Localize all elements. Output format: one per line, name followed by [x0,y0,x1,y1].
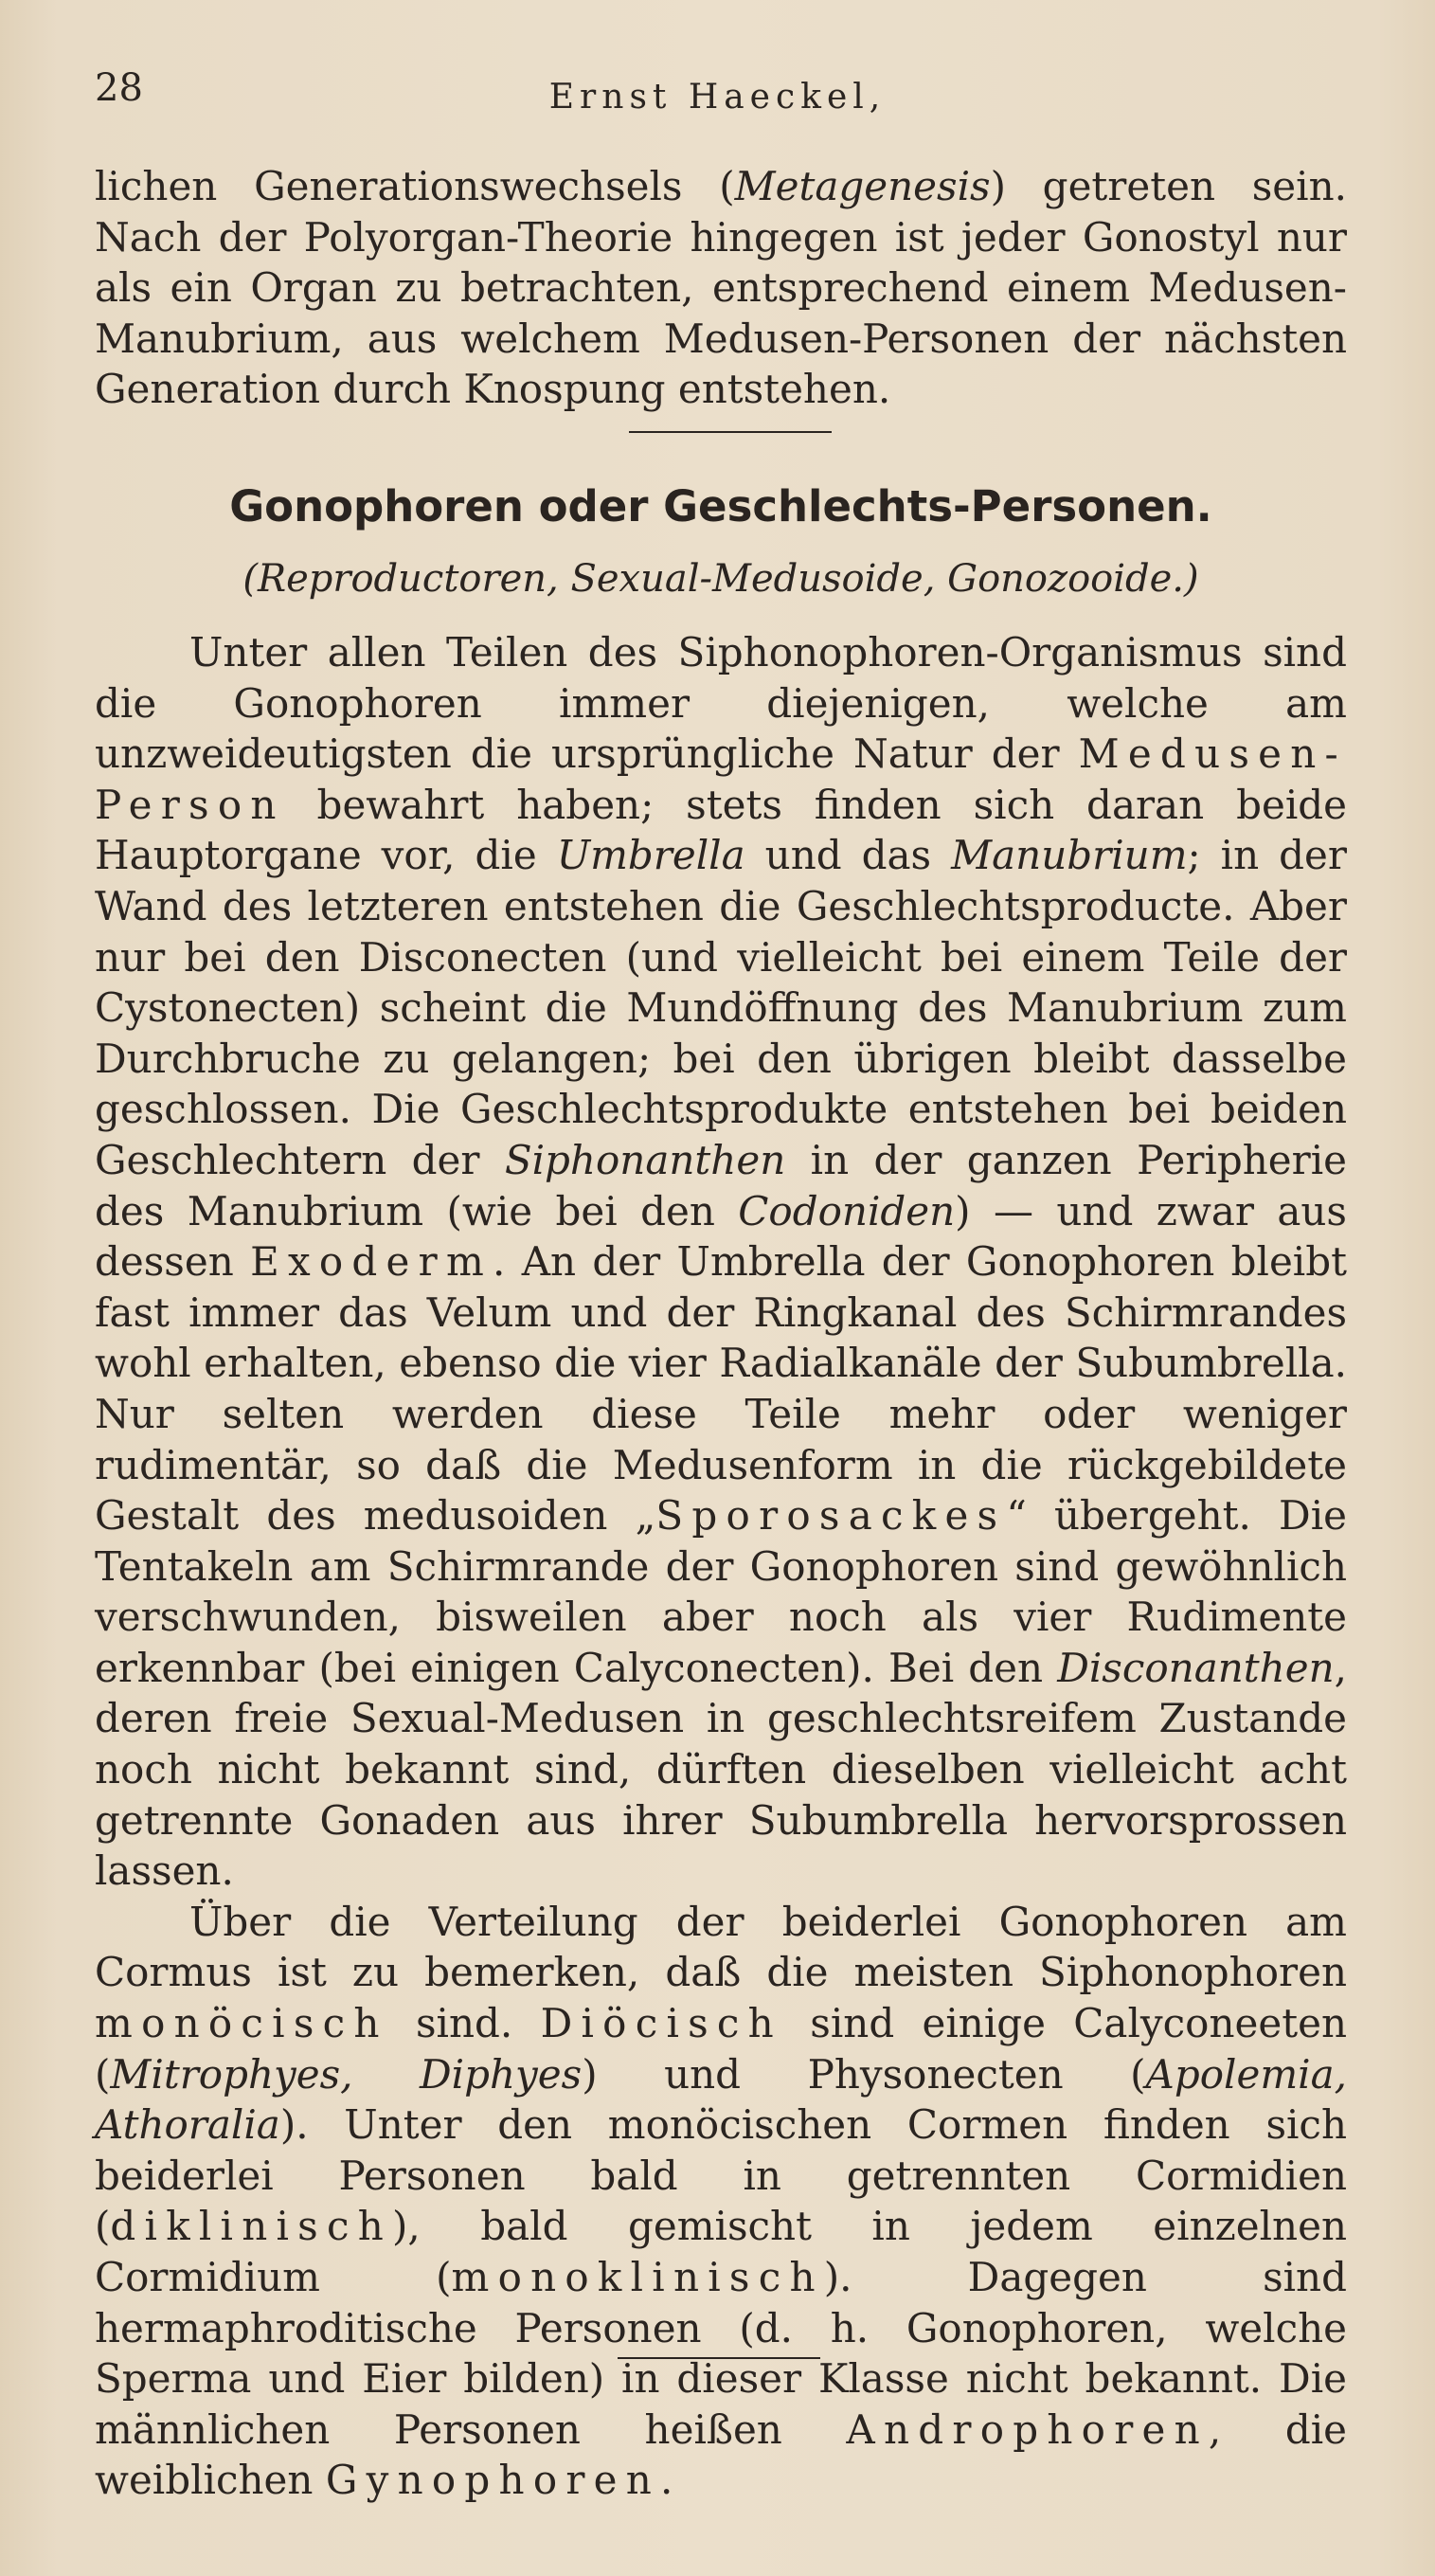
section-title: Gonophoren oder Geschlechts-Personen. [229,481,1212,531]
paragraph-gonophoren: Unter allen Teilen des Siphonophoren-Organismus sind die Gonophoren immer diejenigen, welche am unzweideutigsten die ursprüngliche Natur der Medusen-Person bewahrt haben; stets finden sich daran beide Hauptorgane vor, die Umbrella und das Manubrium; in der Wand des letzteren entstehen die Geschlechtsproducte. Aber nur bei den Disconecten (und vielleicht bei einem Teile der Cystonecten) scheint die Mundöffnung des Manubrium zum Durchbruche zu gelangen; bei den übrigen bleibt dasselbe geschlossen. Die Geschlechtsprodukte entstehen bei beiden Geschlechtern der Siphonanthen in der ganzen Peripherie des Manubrium (wie bei den Codoniden) — und zwar aus dessen Exoderm. An der Umbrella der Gonophoren bleibt fast immer das Velum und der Ringkanal des Schirmrandes wohl erhalten, ebenso die vier Radialkanäle der Subumbrella. Nur selten werden diese Teile mehr oder weniger rudimentär, so daß die Medusenform in die rückgebildete Gestalt des medusoiden „Sporosackes“ übergeht. Die Tentakeln am Schirmrande der Gonophoren sind gewöhnlich verschwunden, bisweilen aber noch als vier Rudimente erkennbar (bei einigen Calyconecten). Bei den Disconanthen, deren freie Sexual-Medusen in geschlechtsreifem Zustande noch nicht bekannt sind, dürften dieselben vielleicht acht getrennte Gonaden aus ihrer Subumbrella hervorsprossen lassen. [95,629,1347,1895]
page-number: 28 [95,66,143,110]
section-subtitle: (Reproductoren, Sexual-Medusoide, Gonozooide.) [242,557,1199,601]
running-head: Ernst Haeckel, [548,78,887,117]
section-divider-top [629,431,832,433]
section-body [95,627,1347,2506]
page-header [95,66,1340,123]
continuation-paragraph: lichen Generationswechsels (Metagenesis) getreten sein. Nach der Polyorgan-Theorie hingegen ist jeder Gonostyl nur als ein Organ zu betrachten, entsprechend einem Medusen-Manubrium, aus welchem Medusen-Personen der nächsten Generation durch Knospung entstehen. [95,163,1347,413]
section-divider-bottom [618,2357,820,2359]
paragraph-verteilung: Über die Verteilung der beiderlei Gonophoren am Cormus ist zu bemerken, daß die meisten Siphonophoren monöcisch sind. Diöcisch sind einige Calyconeeten (Mitrophyes, Diphyes) und Physonecten (Apolemia, Athoralia). Unter den monöcischen Cormen finden sich beiderlei Personen bald in getrennten Cormidien (diklinisch), bald gemischt in jedem einzelnen Cormidium (monoklinisch). Dagegen sind hermaphroditische Personen (d. h. Gonophoren, welche Sperma und Eier bilden) in dieser Klasse nicht bekannt. Die männlichen Personen heißen Androphoren, die weiblichen Gynophoren. [95,1898,1347,2504]
